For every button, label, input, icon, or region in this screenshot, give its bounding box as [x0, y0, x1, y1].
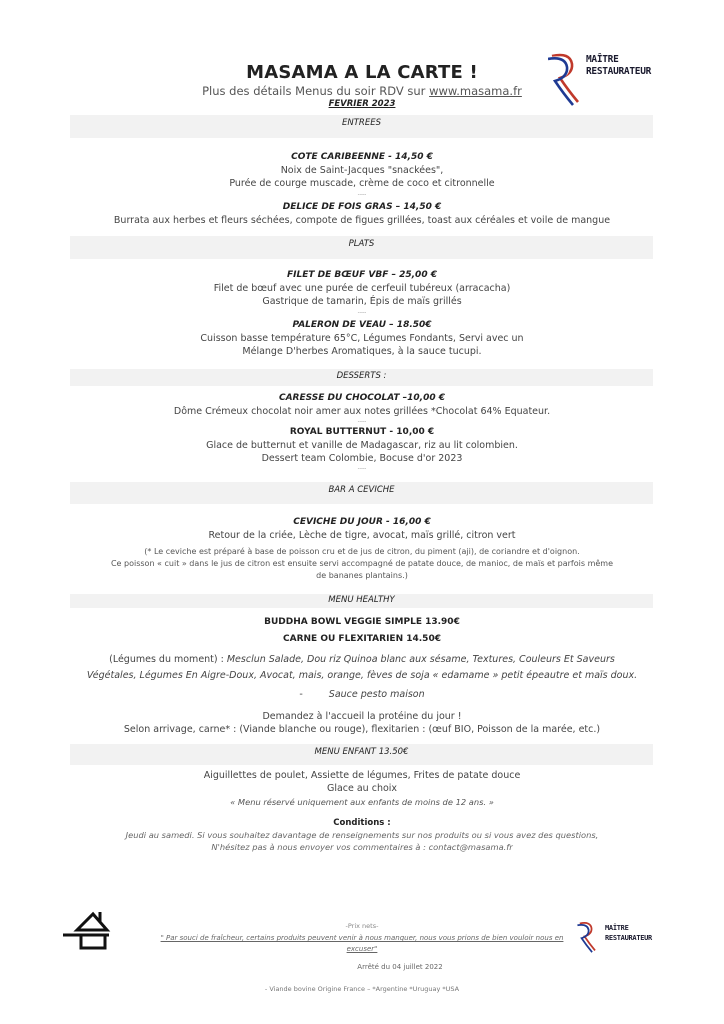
dish-title: COTE CARIBEENNE - 14,50 € [291, 152, 433, 162]
conditions-text [0, 829, 724, 853]
logo-line-1: MAÎTRE [586, 54, 619, 65]
dish-title: DELICE DE FOIS GRAS – 14,50 € [282, 202, 442, 212]
bullet-dash: - [299, 689, 303, 700]
separator: ---- [357, 465, 367, 472]
dish-title: CARESSE DU CHOCOLAT –10,00 € [278, 393, 445, 403]
desc-line: Selon arrivage, carne* : (Viande blanche ou rouge), flexitarien : (œuf BIO, Poisson de la marée, etc.) [123, 724, 601, 735]
sauce-text: Sauce pesto maison [328, 689, 425, 700]
separator: ---- [357, 191, 367, 198]
desc-line [0, 652, 724, 668]
logo-text [586, 54, 651, 78]
dish-title: ROYAL BUTTERNUT - 10,00 € [289, 427, 435, 437]
separator: ---- [357, 418, 367, 425]
desc-line: Demandez à l'accueil la protéine du jour ! [262, 711, 462, 722]
maitre-restaurateur-logo [548, 50, 688, 110]
beef-origin: - Viande bovine Origine France – *Argentine *Uruguay *USA [264, 985, 460, 993]
healthy-description [0, 652, 724, 684]
disclaimer-line: " Par souci de fraîcheur, certains produits peuvent venir à nous manquer, nous vous prions de bien vouloir nous en [160, 934, 564, 942]
ceviche-note [0, 546, 724, 582]
dish-title: CEVICHE DU JOUR - 16,00 € [293, 517, 431, 527]
dish-description [0, 529, 724, 542]
dish-title: PALERON DE VEAU – 18.50€ [292, 320, 432, 330]
section-header-ceviche: BAR A CEVICHE [70, 482, 653, 504]
logo-text [605, 923, 652, 943]
desc-line: Glace au choix [326, 783, 398, 794]
subtitle-text: Plus des détails Menus du soir RDV sur [202, 84, 430, 98]
desc-line: Dôme Crémeux chocolat noir amer aux notes grillées *Chocolat 64% Equateur. [173, 406, 551, 417]
desc-line: Filet de bœuf avec une purée de cerfeuil tubéreux (arracacha) [213, 283, 511, 294]
note-line: de bananes plantains.) [316, 571, 408, 580]
desc-line: Aiguillettes de poulet, Assiette de légumes, Frites de patate douce [203, 770, 521, 781]
arrete-date: Arrêté du 04 juillet 2022 [357, 963, 443, 971]
dish-title: FILET DE BŒUF VBF – 25,00 € [287, 270, 437, 280]
protein-info [0, 710, 724, 736]
desc-line: Noix de Saint-Jacques "snackées", [280, 165, 444, 176]
section-header-entrees: ENTREES [70, 115, 653, 138]
website-link[interactable]: www.masama.fr [429, 84, 522, 98]
sauce-line [0, 688, 724, 701]
desc-line: Dessert team Colombie, Bocuse d'or 2023 [261, 453, 463, 464]
dish-description [0, 332, 724, 358]
desc-line: Purée de courge muscade, crème de coco et citronnelle [229, 178, 495, 189]
logo-line-1: MAÎTRE [605, 924, 629, 932]
conditions-title: Conditions : [333, 818, 391, 828]
section-header-healthy: MENU HEALTHY [70, 594, 653, 608]
note-line: Ce poisson « cuit » dans le jus de citron est ensuite servi accompagné de patate douce, de manioc, de maïs et parfois même [110, 559, 614, 568]
enfant-description [0, 769, 724, 795]
menu-date: FEVRIER 2023 [328, 99, 396, 109]
section-header-plats: PLATS [70, 236, 653, 259]
conditions-line: N'hésitez pas à nous envoyer vos commentaires à : contact@masama.fr [211, 842, 513, 852]
dish-title: CARNE OU FLEXITARIEN 14.50€ [283, 634, 441, 644]
desc-line: Mélange D'herbes Aromatiques, à la sauce tucupi. [242, 346, 482, 357]
dish-title: BUDDHA BOWL VEGGIE SIMPLE 13.90€ [264, 617, 460, 627]
desc-line: Végétales, Légumes En Aigre-Doux, Avocat, mais, orange, fèves de soja « edamame » petit épeautre et maïs doux. [86, 670, 638, 681]
maitre-restaurateur-logo-footer [577, 920, 697, 960]
dish-description [0, 214, 724, 227]
enfant-note: « Menu réservé uniquement aux enfants de moins de 12 ans. » [230, 797, 494, 807]
dish-description [0, 282, 724, 308]
desc-prefix: (Légumes du moment) : [109, 654, 227, 665]
logo-line-2: RESTAURATEUR [586, 66, 652, 77]
desc-line: Glace de butternut et vanille de Madagascar, riz au lit colombien. [206, 440, 518, 451]
desc-italic: Mesclun Salade, Dou riz Quinoa blanc aux sésame, Textures, Couleurs Et Saveurs [226, 654, 615, 665]
separator: ---- [357, 309, 367, 316]
logo-line-2: RESTAURATEUR [605, 934, 652, 942]
r-monogram-icon [577, 920, 599, 954]
desc-line: Burrata aux herbes et fleurs séchées, compote de figues grillées, toast aux céréales et voile de mangue [113, 215, 611, 226]
prix-nets: -Prix nets- [345, 922, 379, 930]
section-header-enfant: MENU ENFANT 13.50€ [70, 744, 653, 765]
page-title: MASAMA A LA CARTE ! [246, 62, 478, 83]
conditions-line: Jeudi au samedi. Si vous souhaitez davantage de renseignements sur nos produits ou si vous avez des questions, [125, 830, 599, 840]
desc-line: Retour de la criée, Lèche de tigre, avocat, maïs grillé, citron vert [208, 530, 516, 541]
section-header-desserts: DESSERTS : [70, 369, 653, 386]
r-monogram-icon [548, 50, 584, 108]
dish-description [0, 164, 724, 190]
disclaimer-line: excuser" [346, 945, 378, 953]
desc-line: Cuisson basse température 65°C, Légumes Fondants, Servi avec un [200, 333, 524, 344]
desc-line: Gastrique de tamarin, Épis de maïs grillés [262, 296, 462, 307]
dish-description [0, 405, 724, 418]
dish-description [0, 439, 724, 465]
note-line: (* Le ceviche est préparé à base de poisson cru et de jus de citron, du piment (aji), de coriandre et d'oignon. [144, 547, 580, 556]
